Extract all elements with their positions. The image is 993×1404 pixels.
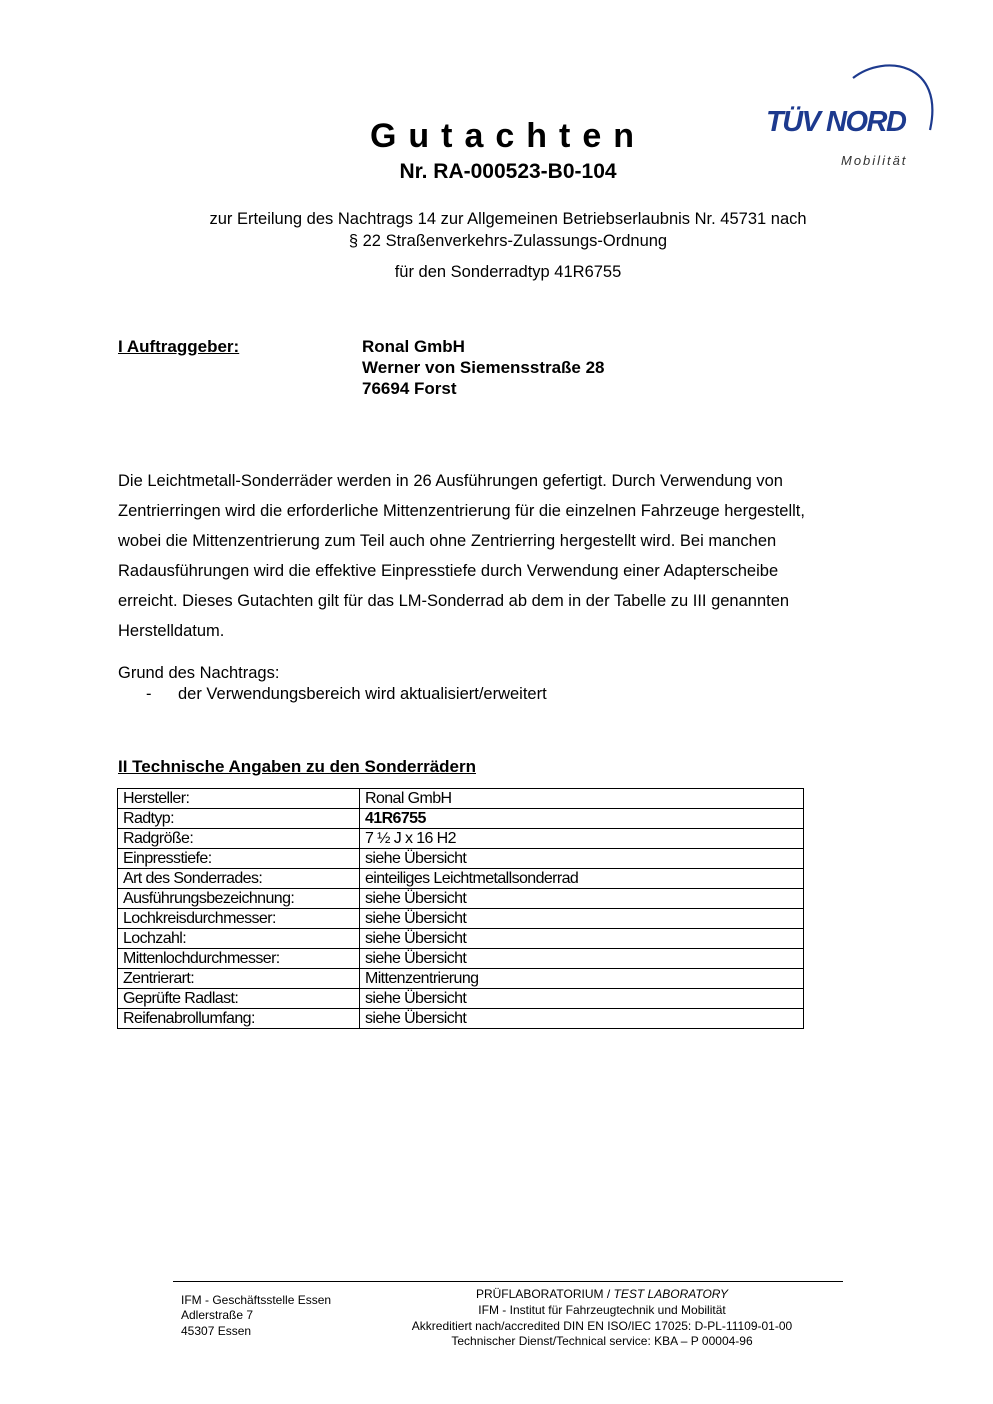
reason-title: Grund des Nachtrags: — [118, 664, 280, 682]
spec-value: siehe Übersicht — [360, 909, 804, 929]
intro-line: wobei die Mittenzentrierung zum Teil auch ohne Zentrierring hergestellt wird. Bei manchen — [118, 532, 777, 550]
spec-label: Mittenlochdurchmesser: — [118, 949, 360, 969]
reason-list-item — [146, 685, 547, 704]
spec-label: Radgröße: — [118, 829, 360, 849]
spec-label: Geprüfte Radlast: — [118, 989, 360, 1009]
spec-label: Lochzahl: — [118, 929, 360, 949]
table-row — [118, 849, 804, 869]
intro-paragraph — [118, 466, 898, 646]
spec-value: 41R6755 — [360, 809, 804, 829]
intro-line: Herstelldatum. — [118, 622, 225, 640]
table-row — [118, 949, 804, 969]
technical-specs-table — [117, 788, 804, 1029]
footer-office-city: 45307 Essen — [181, 1324, 252, 1338]
spec-value: siehe Übersicht — [360, 849, 804, 869]
footer-institute: IFM - Institut für Fahrzeugtechnik und Mobilität — [478, 1303, 726, 1317]
footer-office-name: IFM - Geschäftsstelle Essen — [181, 1293, 332, 1307]
spec-label: Ausführungsbezeichnung: — [118, 889, 360, 909]
spec-value: siehe Übersicht — [360, 889, 804, 909]
intro-line: Die Leichtmetall-Sonderräder werden in 26 Ausführungen gefertigt. Durch Verwendung von — [118, 472, 783, 490]
spec-value: Ronal GmbH — [360, 789, 804, 809]
wheel-type-line: für den Sonderradtyp 41R6755 — [394, 263, 622, 281]
spec-value: 7 ½ J x 16 H2 — [360, 829, 804, 849]
purpose-line-1: zur Erteilung des Nachtrags 14 zur Allgemeinen Betriebserlaubnis Nr. 45731 nach — [209, 210, 807, 228]
footer-technical-service: Technischer Dienst/Technical service: KBA – P 00004-96 — [451, 1334, 753, 1348]
spec-label: Zentrierart: — [118, 969, 360, 989]
document-title: Gutachten — [369, 117, 647, 155]
table-row — [118, 909, 804, 929]
table-row — [118, 809, 804, 829]
footer-accreditation: Akkreditiert nach/accredited DIN EN ISO/IEC 17025: D-PL-11109-01-00 — [411, 1319, 793, 1333]
spec-label: Lochkreisdurchmesser: — [118, 909, 360, 929]
client-name: Ronal GmbH — [362, 337, 465, 356]
client-label: I Auftraggeber: — [118, 337, 240, 356]
footer-lab-de: PRÜFLABORATORIUM / — [475, 1287, 614, 1301]
intro-line: Radausführungen wird die effektive Einpresstiefe durch Verwendung einer Adapterscheibe — [118, 562, 779, 580]
logo-subtitle: Mobilität — [841, 153, 908, 168]
spec-value: siehe Übersicht — [360, 949, 804, 969]
spec-label: Reifenabrollumfang: — [118, 1009, 360, 1029]
document-number: Nr. RA-000523-B0-104 — [399, 160, 617, 183]
table-row — [118, 929, 804, 949]
spec-label: Radtyp: — [118, 809, 360, 829]
table-row — [118, 969, 804, 989]
table-row — [118, 889, 804, 909]
footer-office-street: Adlerstraße 7 — [181, 1308, 254, 1322]
list-bullet: - — [146, 685, 152, 703]
footer-divider — [173, 1281, 843, 1282]
spec-value: siehe Übersicht — [360, 1009, 804, 1029]
table-row — [118, 869, 804, 889]
table-row — [118, 789, 804, 809]
footer-lab-title — [370, 1287, 834, 1301]
spec-value: siehe Übersicht — [360, 989, 804, 1009]
section-title-technical: II Technische Angaben zu den Sonderrädern — [118, 757, 477, 776]
spec-label: Art des Sonderrades: — [118, 869, 360, 889]
purpose-line-2: § 22 Straßenverkehrs-Zulassungs-Ordnung — [348, 232, 668, 250]
table-row — [118, 989, 804, 1009]
spec-value: einteiliges Leichtmetallsonderrad — [360, 869, 804, 889]
spec-label: Einpresstiefe: — [118, 849, 360, 869]
spec-label: Hersteller: — [118, 789, 360, 809]
intro-line: erreicht. Dieses Gutachten gilt für das LM-Sonderrad ab dem in der Tabelle zu III genannten — [118, 592, 790, 610]
spec-value: Mittenzentrierung — [360, 969, 804, 989]
client-street: Werner von Siemensstraße 28 — [362, 358, 605, 377]
client-city: 76694 Forst — [362, 379, 457, 398]
table-row — [118, 1009, 804, 1029]
spec-value: siehe Übersicht — [360, 929, 804, 949]
table-row — [118, 829, 804, 849]
reason-text: der Verwendungsbereich wird aktualisiert/erweitert — [178, 685, 547, 703]
footer-lab-en: TEST LABORATORY — [613, 1287, 729, 1301]
intro-line: Zentrierringen wird die erforderliche Mittenzentrierung für die einzelnen Fahrzeuge hergestellt, — [118, 502, 805, 520]
tuv-nord-logo: TÜV NORD — [766, 106, 906, 138]
